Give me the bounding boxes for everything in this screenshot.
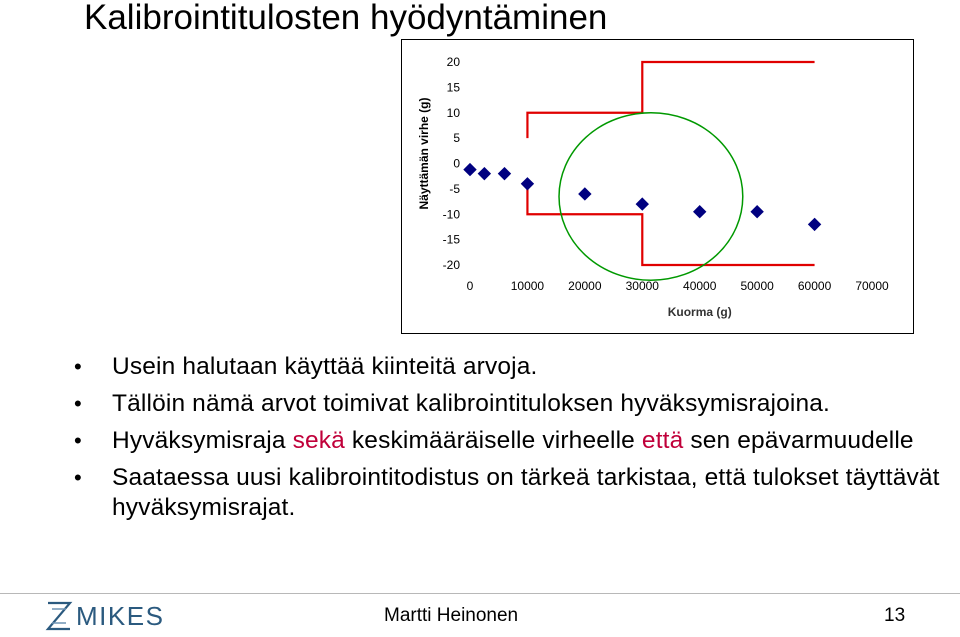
mikes-logo: [44, 600, 184, 632]
data-point: [521, 178, 533, 190]
y-axis-label: Näyttämän virhe (g): [417, 97, 431, 210]
data-point: [809, 218, 821, 230]
bullet-item: [74, 426, 954, 456]
lower-limit-line: [527, 189, 814, 265]
bullet-accent-text: sekä: [292, 427, 345, 454]
bullet-text: Saataessa uusi kalibrointitodistus on tärkeä tarkistaa, että tulokset täyttävät hyväksymisrajat.: [112, 464, 940, 521]
x-tick-label: 40000: [683, 279, 717, 293]
y-tick-label: 0: [453, 156, 460, 171]
bullet-item: [74, 463, 954, 523]
logo-mark-icon: [44, 600, 74, 632]
bullet-dot-icon: •: [74, 391, 82, 416]
data-point: [464, 164, 476, 176]
x-tick-label: 50000: [740, 279, 774, 293]
data-point: [498, 168, 510, 180]
bullet-item: [74, 389, 954, 419]
y-tick-label: -5: [449, 181, 460, 196]
bullet-text: Usein halutaan käyttää kiinteitä arvoja.: [112, 353, 538, 380]
x-axis-label: Kuorma (g): [667, 305, 732, 319]
footer-author: Martti Heinonen: [384, 605, 519, 626]
bullet-accent-text: että: [641, 427, 684, 454]
logo-text: MIKES: [76, 601, 165, 631]
x-tick-label: 60000: [797, 279, 832, 293]
footer-divider: [0, 593, 960, 594]
data-point: [636, 198, 648, 210]
data-point: [579, 188, 591, 200]
data-point: [478, 168, 490, 180]
x-tick-label: 30000: [625, 279, 659, 293]
calibration-error-chart: [402, 40, 915, 335]
bullet-item: [74, 352, 954, 382]
bullet-dot-icon: •: [74, 354, 82, 379]
data-point: [751, 206, 763, 218]
bullet-text: Hyväksymisraja: [112, 427, 293, 454]
bullet-text: sen epävarmuudelle: [683, 427, 914, 454]
bullet-list: [74, 352, 954, 530]
x-tick-label: 10000: [510, 279, 545, 293]
bullet-dot-icon: •: [74, 428, 82, 453]
bullet-text: Tällöin nämä arvot toimivat kalibrointituloksen hyväksymisrajoina.: [112, 390, 830, 417]
y-tick-label: 10: [446, 105, 460, 120]
y-tick-label: 5: [453, 131, 460, 146]
y-tick-label: 20: [446, 55, 460, 69]
data-point: [694, 206, 706, 218]
bullet-dot-icon: •: [74, 465, 82, 490]
page-number: 13: [884, 605, 906, 626]
chart-container: [401, 39, 914, 334]
y-tick-label: -15: [442, 232, 460, 247]
y-tick-label: -10: [442, 207, 460, 222]
slide-title: Kalibrointitulosten hyödyntäminen: [84, 0, 608, 37]
upper-limit-line: [527, 62, 814, 138]
x-tick-label: 20000: [568, 279, 602, 293]
x-tick-label: 0: [466, 279, 474, 293]
bullet-text: keskimääräiselle virheelle: [344, 427, 642, 454]
x-tick-label: 70000: [855, 279, 889, 293]
y-tick-label: 15: [446, 80, 460, 95]
y-tick-label: -20: [442, 258, 460, 272]
